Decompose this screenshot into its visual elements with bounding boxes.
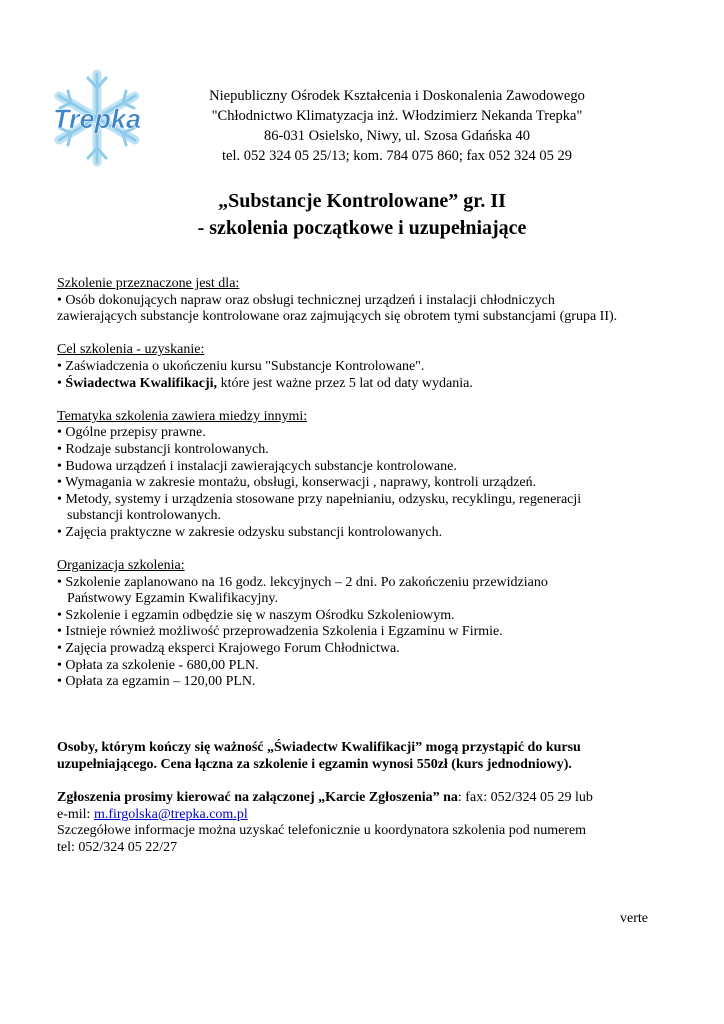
title-line-1: „Substancje Kontrolowane” gr. II <box>218 190 506 212</box>
document-title <box>40 188 684 242</box>
audience-section <box>57 276 677 326</box>
info-line-1: Szczegółowe informacje można uzyskać telefonicznie u koordynatora szkolenia pod numerem <box>57 823 587 839</box>
trepka-logo <box>38 68 156 168</box>
topic-item: • Zajęcia praktyczne w zakresie odzysku substancji kontrolowanych. <box>57 524 443 540</box>
topics-heading: Tematyka szkolenia zawiera miedzy innymi: <box>57 408 308 424</box>
bullet: • <box>57 375 66 391</box>
contact-email-line <box>57 807 677 824</box>
verte-note: verte <box>620 911 648 926</box>
organization-item-continued: Państwowy Egzamin Kwalifikacyjny. <box>67 591 278 607</box>
organization-section <box>57 558 677 691</box>
audience-heading: Szkolenie przeznaczone jest dla: <box>57 276 240 291</box>
refresher-line-1: Osoby, którym kończy się ważność „Świadectw Kwalifikacji” mogą przystąpić do kursu <box>57 740 581 756</box>
header-line-2: "Chłodnictwo Klimatyzacja inż. Włodzimierz Nekanda Trepka" <box>211 108 583 124</box>
organization-item: • Szkolenie zaplanowano na 16 godz. lekcyjnych – 2 dni. Po zakończeniu przewidziano <box>57 574 548 590</box>
document-body <box>57 276 677 857</box>
goal-item <box>57 376 677 393</box>
goal-section <box>57 342 677 392</box>
organization-heading: Organizacja szkolenia: <box>57 558 185 574</box>
training-fee: • Opłata za szkolenie - 680,00 PLN. <box>57 657 259 673</box>
info-line-2: tel: 052/324 05 22/27 <box>57 840 178 855</box>
organization-item: • Istnieje również możliwość przeprowadzenia Szkolenia i Egzaminu w Firmie. <box>57 624 503 640</box>
refresher-line-2: uzupełniającego. Cena łączna za szkolenie i egzamin wynosi 550zł (kurs jednodniowy). <box>57 757 572 773</box>
header-phone: tel. 052 324 05 25/13; kom. 784 075 860; fax 052 324 05 29 <box>222 148 572 164</box>
exam-fee: • Opłata za egzamin – 120,00 PLN. <box>57 674 256 690</box>
email-link[interactable]: m.firgolska@trepka.com.pl <box>93 806 248 822</box>
contact-line <box>57 790 677 807</box>
audience-item: • Osób dokonujących napraw oraz obsługi technicznej urządzeń i instalacji chłodniczych <box>57 292 555 308</box>
qualification-certificate-label: Świadectwa Kwalifikacji, <box>65 375 218 391</box>
contact-instruction: Zgłoszenia prosimy kierować na załączonej „Karcie Zgłoszenia” na <box>57 790 458 806</box>
topics-section <box>57 409 677 542</box>
audience-item-continued: zawierających substancje kontrolowane oraz zajmujących się obrotem tymi substancjami (grupa II). <box>57 309 618 325</box>
topic-item: • Metody, systemy i urządzenia stosowane przy napełnianiu, odzysku, recyklingu, regeneracji <box>57 491 582 507</box>
contact-fax: : fax: 052/324 05 29 lub <box>457 790 593 806</box>
header-address: 86-031 Osielsko, Niwy, ul. Szosa Gdańska 40 <box>263 128 531 144</box>
title-line-2: - szkolenia początkowe i uzupełniające <box>197 217 527 239</box>
organization-item: • Szkolenie i egzamin odbędzie się w naszym Ośrodku Szkoleniowym. <box>57 607 455 623</box>
organization-item: • Zajęcia prowadzą eksperci Krajowego Forum Chłodnictwa. <box>57 641 400 657</box>
goal-item: • Zaświadczenia o ukończeniu kursu "Substancje Kontrolowane". <box>57 358 425 374</box>
topic-item: • Budowa urządzeń i instalacji zawierających substancje kontrolowane. <box>57 458 457 474</box>
header-line-1: Niepubliczny Ośrodek Kształcenia i Doskonalenia Zawodowego <box>209 88 585 104</box>
logo-text: Trepka <box>52 104 142 134</box>
refresher-notice <box>57 740 677 773</box>
goal-item-text: które jest ważne przez 5 lat od daty wydania. <box>217 375 473 391</box>
goal-heading: Cel szkolenia - uzyskanie: <box>57 342 205 358</box>
topic-item-continued: substancji kontrolowanych. <box>67 508 221 524</box>
email-label: e-mil: <box>57 806 94 822</box>
contact-section <box>57 790 677 856</box>
snowflake-logo-icon <box>38 68 156 168</box>
company-header <box>162 86 632 166</box>
topic-item: • Wymagania w zakresie montażu, obsługi, konserwacji , naprawy, kontroli urządzeń. <box>57 475 537 491</box>
topic-item: • Ogólne przepisy prawne. <box>57 425 206 441</box>
topic-item: • Rodzaje substancji kontrolowanych. <box>57 441 269 457</box>
